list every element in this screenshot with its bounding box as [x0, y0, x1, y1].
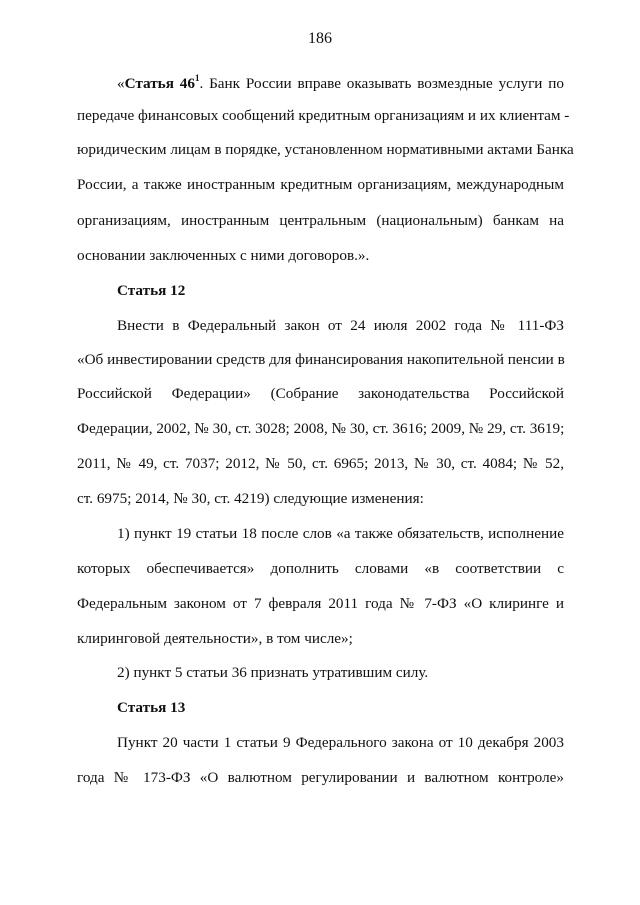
- article13-text-line: Пункт 20 части 1 статьи 9 Федерального закона от 10 декабря 2003: [117, 734, 564, 751]
- article46-title: Статья 46: [124, 75, 195, 92]
- article12-item-line: которых обеспечивается» дополнить словами «в соответствии с: [77, 560, 564, 577]
- article12-item-line: 2) пункт 5 статьи 36 признать утратившим силу.: [117, 664, 429, 681]
- article12-item-line: 1) пункт 19 статьи 18 после слов «а также обязательств, исполнение: [117, 525, 564, 542]
- article13-text-line: года № 173-ФЗ «О валютном регулировании и валютном контроле»: [77, 769, 564, 786]
- article12-text-line: Внести в Федеральный закон от 24 июля 2002 года № 111-ФЗ: [117, 317, 564, 334]
- article12-text-line: ст. 6975; 2014, № 30, ст. 4219) следующие изменения:: [77, 490, 424, 507]
- article12-item-line: клиринговой деятельности», в том числе»;: [77, 630, 353, 647]
- article46-text-line: России, а также иностранным кредитным организациям, международным: [77, 176, 564, 193]
- page-number: 186: [308, 30, 332, 47]
- article46-superscript: 1: [194, 73, 200, 83]
- article46-text-line: основании заключенных с ними договоров.».: [77, 247, 370, 264]
- article12-item-line: Федеральным законом от 7 февраля 2011 года № 7-ФЗ «О клиринге и: [77, 595, 564, 612]
- article12-heading: Статья 12: [117, 282, 186, 299]
- article46-text-line: юридическим лицам в порядке, установленном нормативными актами Банка: [77, 141, 574, 158]
- article12-text-line: 2011, № 49, ст. 7037; 2012, № 50, ст. 6965; 2013, № 30, ст. 4084; № 52,: [77, 455, 564, 472]
- article46-text-line: организациям, иностранным центральным (национальным) банкам на: [77, 212, 564, 229]
- article12-text-line: Российской Федерации» (Собрание законодательства Российской: [77, 385, 564, 402]
- open-quote: «: [117, 75, 125, 92]
- article46-first-line: [117, 68, 564, 94]
- article46-text-line: передаче финансовых сообщений кредитным организациям и их клиентам -: [77, 107, 570, 124]
- article12-text-line: Федерации, 2002, № 30, ст. 3028; 2008, № 30, ст. 3616; 2009, № 29, ст. 3619;: [77, 420, 565, 437]
- article12-text-line: «Об инвестировании средств для финансирования накопительной пенсии в: [77, 351, 565, 368]
- article13-heading: Статья 13: [117, 699, 186, 716]
- article46-text-line: . Банк России вправе оказывать возмездные услуги по: [199, 75, 564, 92]
